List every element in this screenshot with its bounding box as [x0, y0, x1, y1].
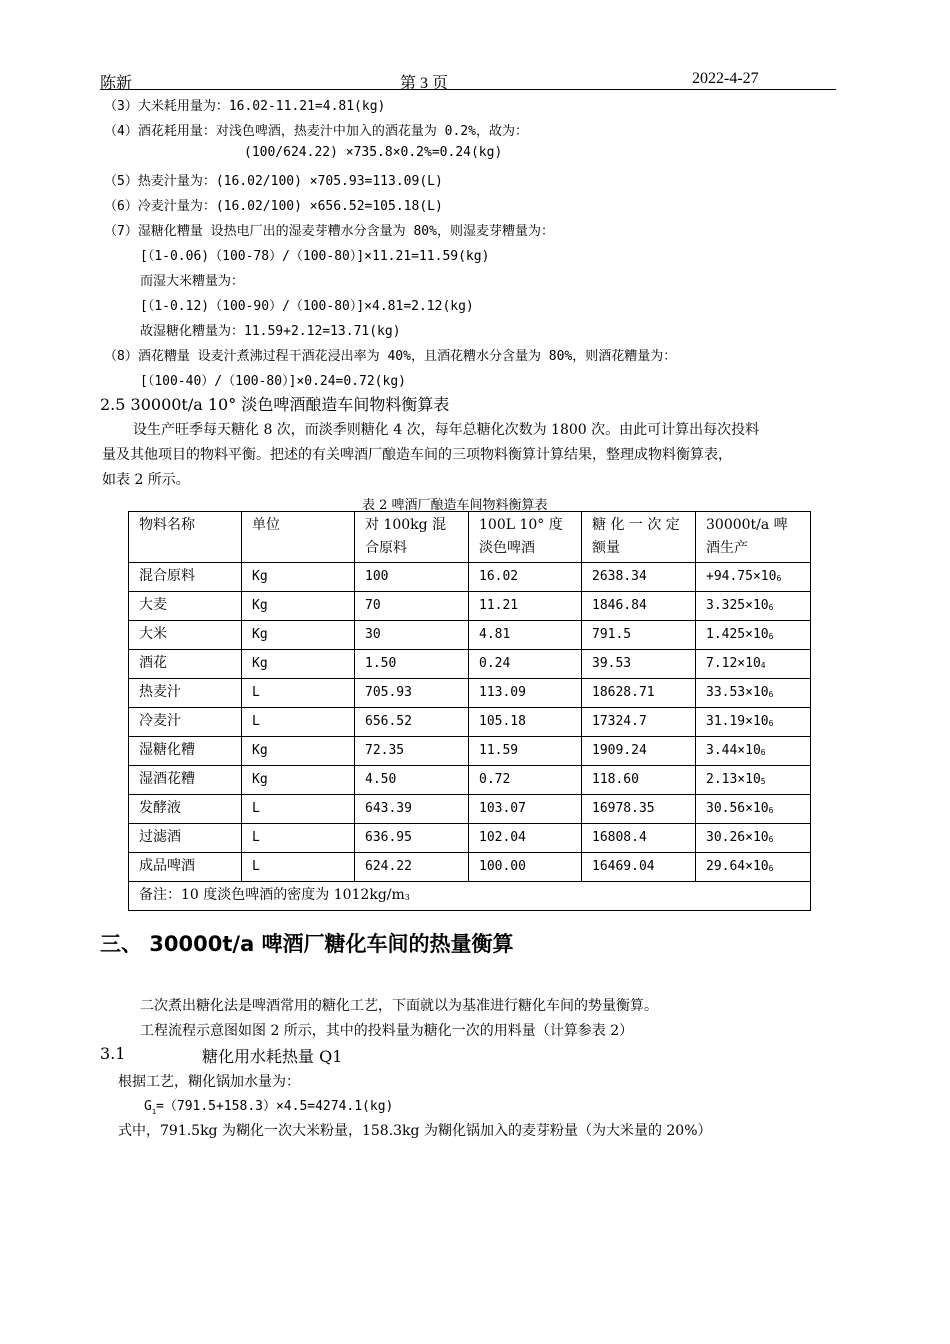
table-cell: 4.50	[355, 766, 469, 795]
header-date: 2022-4-27	[692, 70, 759, 87]
table-note: 备注：10 度淡色啤酒的密度为 $1012kg/m^3$	[129, 882, 811, 911]
table-cell: 过滤酒	[129, 824, 242, 853]
table-cell: Kg	[242, 621, 355, 650]
table-cell: 0.24	[469, 650, 582, 679]
table-cell: 冷麦汁	[129, 708, 242, 737]
section-2-5-title: 2.5 30000t/a 10° 淡色啤酒酿造车间物料衡算表	[100, 395, 450, 414]
table-cell: 705.93	[355, 679, 469, 708]
paragraph: 量及其他项目的物料平衡。把述的有关啤酒厂酿造车间的三项物料衡算计算结果，整理成物料衡算表，	[102, 447, 732, 463]
table-cell: 热麦汁	[129, 679, 242, 708]
section-3-1-number: 3.1	[100, 1044, 126, 1063]
calc-line: （6）冷麦汁量为：(16.02/100) ×656.52=105.18(L)	[104, 199, 443, 214]
table-cell: 624.22	[355, 853, 469, 882]
table-cell: 大米	[129, 621, 242, 650]
formula-g1: $G_1=(791.5+158.3)\times 4.5=4274.1(kg)$	[144, 1099, 394, 1116]
table-cell: 105.18	[469, 708, 582, 737]
table-row	[129, 737, 811, 766]
table-cell: 30	[355, 621, 469, 650]
table-cell: $7.12\times 10^4$	[696, 650, 811, 679]
table-cell: 1846.84	[582, 592, 696, 621]
table-row	[129, 766, 811, 795]
table-header-row	[129, 512, 811, 563]
table-cell: 11.59	[469, 737, 582, 766]
table-cell: L	[242, 708, 355, 737]
calc-line: (100/624.22) ×735.8×0.2%=0.24(kg)	[244, 145, 503, 160]
table-cell: $2.13\times 10^5$	[696, 766, 811, 795]
calc-line: [（1-0.06)（100-78）/（100-80）]×11.21=11.59(kg)	[140, 249, 490, 264]
paragraph: 二次煮出糖化法是啤酒常用的糖化工艺，下面就以为基准进行糖化车间的势量衡算。	[140, 998, 658, 1014]
table-cell: $33.53\times 10^6$	[696, 679, 811, 708]
table-cell: $+94.75\times 10^6$	[696, 563, 811, 592]
table-cell: 16978.35	[582, 795, 696, 824]
table-cell: 18628.71	[582, 679, 696, 708]
material-balance-table	[128, 511, 811, 911]
table-cell: 酒花	[129, 650, 242, 679]
table-cell: 113.09	[469, 679, 582, 708]
table-cell: 100	[355, 563, 469, 592]
table-cell: 17324.7	[582, 708, 696, 737]
calc-line: （5）热麦汁量为：(16.02/100) ×705.93=113.09(L)	[104, 174, 443, 189]
header-cell: 单位	[242, 512, 355, 563]
table-cell: 发酵液	[129, 795, 242, 824]
table-row	[129, 592, 811, 621]
table-cell: 4.81	[469, 621, 582, 650]
table-row	[129, 708, 811, 737]
table-cell: 湿酒花糟	[129, 766, 242, 795]
header-cell: 对 100kg 混 合原料	[355, 512, 469, 563]
header-author: 陈新	[100, 75, 133, 92]
table-cell: 大麦	[129, 592, 242, 621]
header-cell: 30000t/a 啤 酒生产	[696, 512, 811, 563]
table-cell: 0.72	[469, 766, 582, 795]
section-3-1-title: 糖化用水耗热量 Q1	[202, 1047, 343, 1066]
table-cell: $31.19\times 10^6$	[696, 708, 811, 737]
table-cell: 16808.4	[582, 824, 696, 853]
table-cell: 湿糖化糟	[129, 737, 242, 766]
table-cell: Kg	[242, 563, 355, 592]
table-cell: 1.50	[355, 650, 469, 679]
table-cell: $30.56\times 10^6$	[696, 795, 811, 824]
table-row	[129, 563, 811, 592]
table-row	[129, 650, 811, 679]
table-row	[129, 679, 811, 708]
table-cell: 成品啤酒	[129, 853, 242, 882]
paragraph: 如表 2 所示。	[102, 472, 190, 488]
table-cell: Kg	[242, 737, 355, 766]
table-cell: 636.95	[355, 824, 469, 853]
table-cell: 118.60	[582, 766, 696, 795]
table-cell: 16.02	[469, 563, 582, 592]
table-cell: L	[242, 679, 355, 708]
calc-line: （7）湿糖化糟量 设热电厂出的湿麦芽糟水分含量为 80%，则湿麦芽糟量为：	[104, 224, 554, 239]
table-cell: 103.07	[469, 795, 582, 824]
table-cell: 70	[355, 592, 469, 621]
table-cell: $1.425\times 10^6$	[696, 621, 811, 650]
calc-line: （3）大米耗用量为：16.02-11.21=4.81(kg)	[104, 99, 386, 114]
table-cell: Kg	[242, 592, 355, 621]
table-cell: 791.5	[582, 621, 696, 650]
table-row	[129, 795, 811, 824]
table-cell: 39.53	[582, 650, 696, 679]
table-caption: 表 2 啤酒厂酿造车间物料衡算表	[362, 498, 548, 513]
header-page-number: 第 3 页	[400, 75, 449, 92]
table-cell: 100.00	[469, 853, 582, 882]
table-row	[129, 853, 811, 882]
table-row	[129, 824, 811, 853]
table-cell: 656.52	[355, 708, 469, 737]
table-cell: 102.04	[469, 824, 582, 853]
table-cell: $29.64\times 10^6$	[696, 853, 811, 882]
table-cell: L	[242, 824, 355, 853]
calc-line: 而湿大米糟量为：	[140, 274, 245, 289]
table-cell: Kg	[242, 650, 355, 679]
calc-line: [（1-0.12)（100-90）/（100-80）]×4.81=2.12(kg)	[140, 299, 474, 314]
header-cell: 糖 化 一 次 定 额量	[582, 512, 696, 563]
calc-line: （8）酒花糟量 设麦汁煮沸过程干酒花浸出率为 40%，且酒花糟水分含量为 80%，则酒花糟量为：	[104, 349, 677, 364]
table-cell: 16469.04	[582, 853, 696, 882]
table-cell: $3.44\times 10^6$	[696, 737, 811, 766]
table-cell: L	[242, 853, 355, 882]
header-cell: 100L 10° 度 淡色啤酒	[469, 512, 582, 563]
table-row	[129, 621, 811, 650]
table-note-row	[129, 882, 811, 911]
paragraph: 根据工艺，糊化锅加水量为：	[118, 1074, 300, 1090]
table-cell: 2638.34	[582, 563, 696, 592]
calc-line: （4）酒花耗用量：对浅色啤酒，热麦汁中加入的酒花量为 0.2%，故为：	[104, 124, 528, 139]
header-cell: 物料名称	[129, 512, 242, 563]
table-cell: L	[242, 795, 355, 824]
table-cell: 643.39	[355, 795, 469, 824]
paragraph: 式中，791.5kg 为糊化一次大米粉量，158.3kg 为糊化锅加入的麦芽粉量（为大米量的 20%）	[118, 1123, 712, 1139]
paragraph: 设生产旺季每天糖化 8 次，而淡季则糖化 4 次，每年总糖化次数为 1800 次。由此可计算出每次投料	[133, 422, 760, 438]
calc-line: 故湿糖化糟量为：11.59+2.12=13.71(kg)	[140, 324, 401, 339]
section-3-title: 三、 30000t/a 啤酒厂糖化车间的热量衡算	[100, 932, 514, 956]
table-cell: $3.325\times 10^6$	[696, 592, 811, 621]
table-cell: 11.21	[469, 592, 582, 621]
table-cell: $30.26\times 10^6$	[696, 824, 811, 853]
table-cell: Kg	[242, 766, 355, 795]
paragraph: 工程流程示意图如图 2 所示，其中的投料量为糖化一次的用料量（计算参表 2）	[140, 1023, 634, 1039]
table-cell: 混合原料	[129, 563, 242, 592]
calc-line: [（100-40）/（100-80）]×0.24=0.72(kg)	[140, 374, 406, 389]
table-cell: 1909.24	[582, 737, 696, 766]
table-cell: 72.35	[355, 737, 469, 766]
header-rule	[100, 89, 836, 90]
